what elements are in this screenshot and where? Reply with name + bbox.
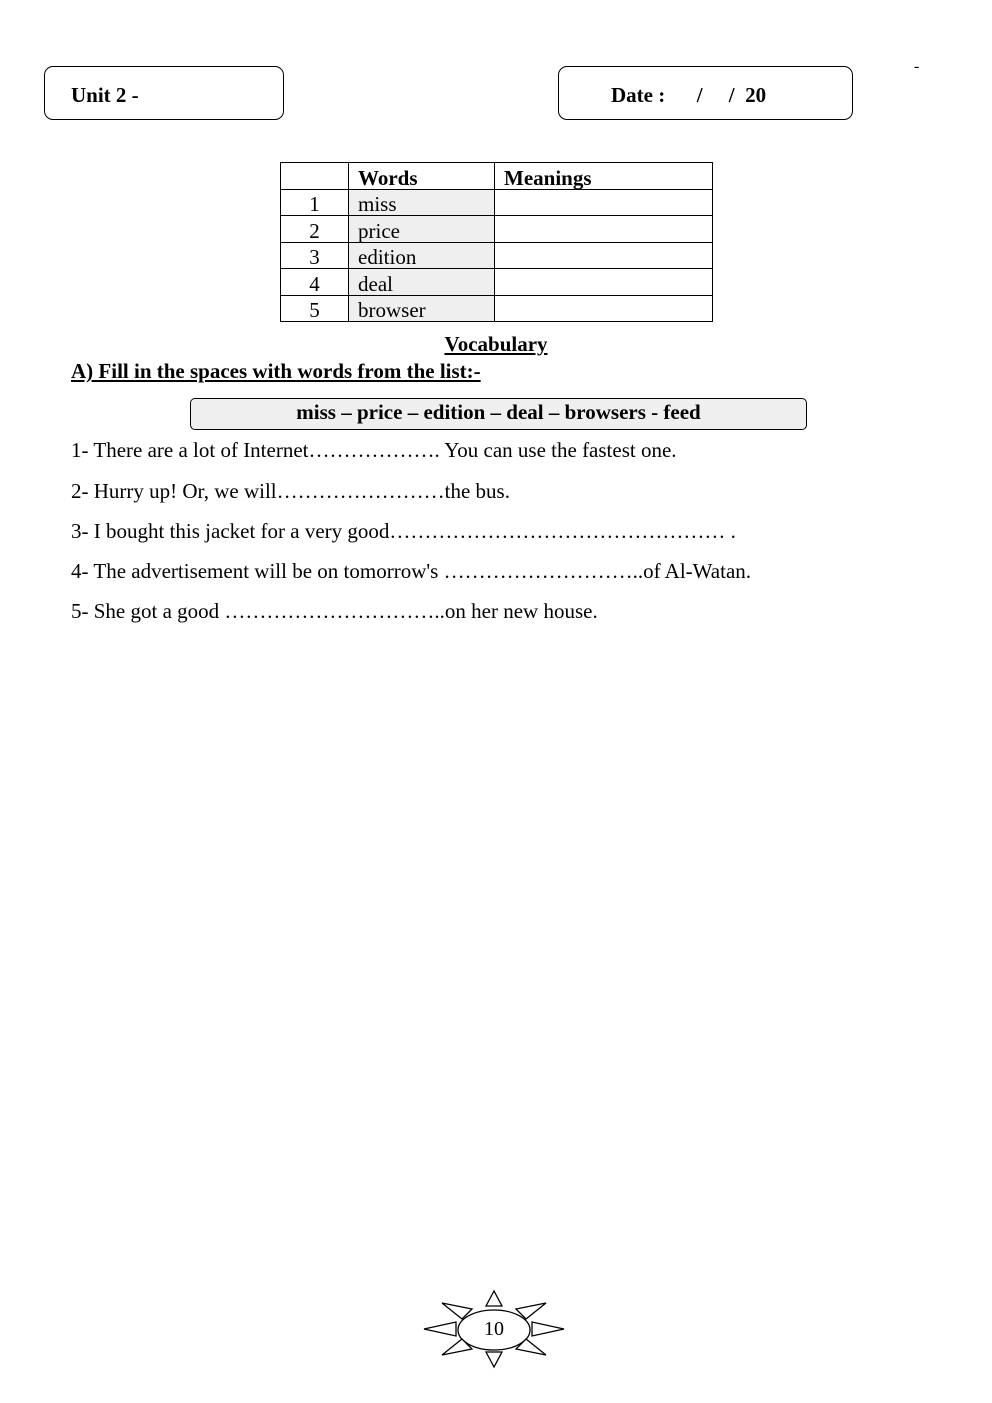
row-number: 5 bbox=[281, 295, 349, 322]
table-row bbox=[281, 216, 713, 243]
header-meanings: Meanings bbox=[495, 163, 713, 190]
row-meaning-blank[interactable] bbox=[495, 189, 713, 216]
row-meaning-blank[interactable] bbox=[495, 242, 713, 269]
date-label: Date : / / 20 bbox=[611, 83, 767, 107]
row-word: browser bbox=[349, 295, 495, 322]
row-meaning-blank[interactable] bbox=[495, 269, 713, 296]
row-word: miss bbox=[349, 189, 495, 216]
row-number: 1 bbox=[281, 189, 349, 216]
exercise-sentence-1: 1- There are a lot of Internet………………. You can use the fastest one. bbox=[71, 438, 677, 462]
table-row bbox=[281, 242, 713, 269]
table-row bbox=[281, 295, 713, 322]
word-bank: miss – price – edition – deal – browsers - feed bbox=[190, 398, 807, 430]
header-number bbox=[281, 163, 349, 190]
row-word: edition bbox=[349, 242, 495, 269]
exercise-instruction: A) Fill in the spaces with words from the list:- bbox=[71, 359, 481, 383]
unit-label: Unit 2 - bbox=[71, 83, 139, 107]
row-number: 2 bbox=[281, 216, 349, 243]
unit-box bbox=[44, 66, 284, 120]
row-number: 4 bbox=[281, 269, 349, 296]
exercise-sentence-3: 3- I bought this jacket for a very good………………………………………… . bbox=[71, 519, 736, 543]
row-meaning-blank[interactable] bbox=[495, 295, 713, 322]
row-meaning-blank[interactable] bbox=[495, 216, 713, 243]
table-row bbox=[281, 189, 713, 216]
header-words: Words bbox=[349, 163, 495, 190]
exercise-sentence-5: 5- She got a good …………………………..on her new house. bbox=[71, 599, 598, 623]
vocab-table bbox=[280, 162, 713, 322]
section-title: Vocabulary bbox=[444, 332, 548, 356]
exercise-sentence-2: 2- Hurry up! Or, we will……………………the bus. bbox=[71, 479, 510, 503]
exercise-sentence-4: 4- The advertisement will be on tomorrow's ………………………..of Al-Watan. bbox=[71, 559, 752, 583]
row-number: 3 bbox=[281, 242, 349, 269]
page-number: 10 bbox=[484, 1318, 504, 1340]
table-header-row bbox=[281, 163, 713, 190]
row-word: deal bbox=[349, 269, 495, 296]
corner-mark: - bbox=[914, 58, 920, 75]
table-row bbox=[281, 269, 713, 296]
date-box bbox=[558, 66, 853, 120]
row-word: price bbox=[349, 216, 495, 243]
